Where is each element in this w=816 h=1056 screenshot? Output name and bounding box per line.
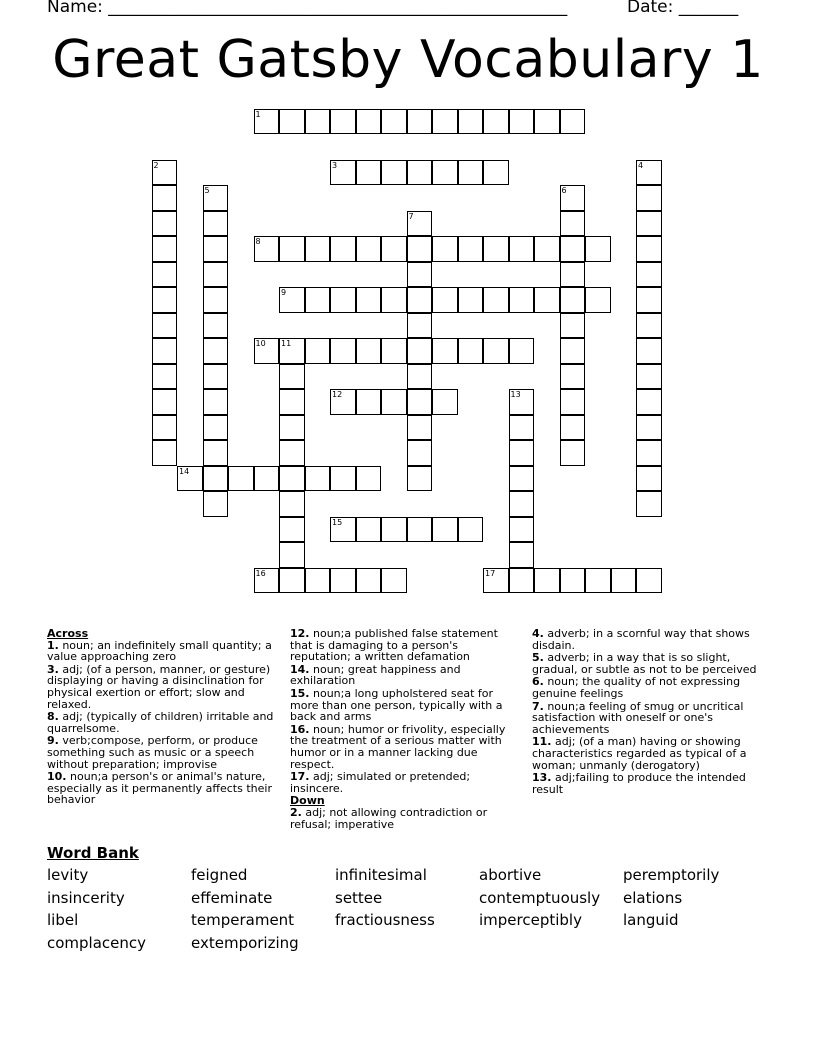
crossword-cell[interactable] bbox=[381, 389, 407, 415]
crossword-cell[interactable] bbox=[381, 517, 407, 543]
clue-item bbox=[290, 807, 518, 830]
crossword-cell[interactable] bbox=[611, 568, 637, 594]
clue-item bbox=[532, 772, 760, 795]
clue-number: 11 bbox=[281, 339, 292, 348]
crossword-cell[interactable] bbox=[279, 440, 305, 466]
crossword-cell[interactable] bbox=[330, 568, 356, 594]
crossword-cell[interactable] bbox=[483, 287, 509, 313]
clue-item bbox=[290, 771, 518, 794]
clue-item bbox=[47, 664, 275, 710]
word-bank-item: levity bbox=[47, 866, 89, 884]
clue-number: 9. bbox=[47, 734, 59, 748]
crossword-cell[interactable] bbox=[152, 415, 178, 441]
clue-number: 14 bbox=[179, 466, 190, 476]
crossword-cell[interactable] bbox=[432, 389, 458, 415]
crossword-cell[interactable] bbox=[356, 389, 382, 415]
crossword-cell[interactable] bbox=[203, 211, 229, 237]
crossword-cell[interactable] bbox=[279, 466, 305, 492]
crossword-cell[interactable] bbox=[305, 236, 331, 262]
crossword-cell[interactable] bbox=[305, 109, 331, 135]
crossword-cell[interactable] bbox=[407, 160, 433, 186]
clue-item bbox=[47, 771, 275, 806]
crossword-cell[interactable] bbox=[483, 236, 509, 262]
crossword-cell[interactable] bbox=[381, 236, 407, 262]
crossword-cell[interactable] bbox=[381, 287, 407, 313]
crossword-cell[interactable] bbox=[203, 440, 229, 466]
clue-item bbox=[47, 711, 275, 734]
clue-text: noun;a published false statement that is damaging to a person's reputation; a written defamation bbox=[290, 627, 498, 664]
clues-column-1 bbox=[47, 628, 275, 807]
clue-number: 13 bbox=[510, 390, 521, 399]
crossword-cell[interactable] bbox=[483, 338, 509, 364]
crossword-cell[interactable] bbox=[534, 236, 560, 262]
crossword-cell[interactable] bbox=[203, 185, 229, 211]
clue-text: noun;a person's or animal's nature, especially as it permanently affects their behavior bbox=[47, 770, 272, 807]
crossword-cell[interactable] bbox=[483, 109, 509, 135]
crossword-cell[interactable] bbox=[432, 160, 458, 186]
crossword-cell[interactable] bbox=[152, 440, 178, 466]
crossword-cell[interactable] bbox=[305, 466, 331, 492]
crossword-cell[interactable] bbox=[279, 517, 305, 543]
crossword-cell[interactable] bbox=[203, 313, 229, 339]
clue-item bbox=[532, 628, 760, 651]
crossword-cell[interactable] bbox=[636, 389, 662, 415]
crossword-cell[interactable] bbox=[279, 568, 305, 594]
clue-number: 15 bbox=[332, 517, 343, 527]
clue-number: 2. bbox=[290, 805, 302, 819]
crossword-cell[interactable] bbox=[381, 160, 407, 186]
crossword-cell[interactable] bbox=[560, 313, 586, 339]
clue-section-heading: Across bbox=[47, 627, 89, 640]
clue-number: 17 bbox=[485, 568, 496, 578]
clue-item bbox=[290, 688, 518, 723]
crossword-cell[interactable] bbox=[560, 287, 586, 313]
word-bank-item: fractiousness bbox=[335, 911, 435, 929]
crossword-cell[interactable] bbox=[381, 568, 407, 594]
clue-number: 6 bbox=[561, 186, 567, 195]
crossword-cell[interactable] bbox=[305, 568, 331, 594]
crossword-cell[interactable] bbox=[279, 236, 305, 262]
crossword-cell[interactable] bbox=[407, 466, 433, 492]
clue-item bbox=[532, 676, 760, 699]
clue-number: 2 bbox=[153, 160, 159, 170]
clue-text: noun; an indefinitely small quantity; a value approaching zero bbox=[47, 638, 272, 664]
crossword-cell[interactable] bbox=[509, 389, 535, 415]
crossword-cell[interactable] bbox=[254, 338, 280, 364]
clue-text: verb;compose, perform, or produce something such as music or a speech without preparation; improvise bbox=[47, 734, 258, 771]
crossword-cell[interactable] bbox=[560, 109, 586, 135]
clue-number: 5 bbox=[204, 186, 210, 195]
crossword-cell[interactable] bbox=[407, 364, 433, 390]
crossword-cell[interactable] bbox=[228, 466, 254, 492]
crossword-cell[interactable] bbox=[560, 389, 586, 415]
word-bank-heading: Word Bank bbox=[47, 844, 139, 862]
crossword-cell[interactable] bbox=[203, 491, 229, 517]
crossword-cell[interactable] bbox=[356, 160, 382, 186]
name-field-line: Name: ______________________________________________________ bbox=[47, 0, 568, 17]
clue-number: 1 bbox=[255, 109, 261, 119]
crossword-cell[interactable] bbox=[152, 389, 178, 415]
crossword-cell[interactable] bbox=[585, 236, 611, 262]
crossword-cell[interactable] bbox=[432, 517, 458, 543]
clue-number: 4 bbox=[638, 160, 644, 170]
crossword-cell[interactable] bbox=[432, 338, 458, 364]
crossword-cell[interactable] bbox=[330, 109, 356, 135]
crossword-cell[interactable] bbox=[560, 236, 586, 262]
crossword-cell[interactable] bbox=[509, 466, 535, 492]
crossword-cell[interactable] bbox=[585, 568, 611, 594]
word-bank-item: peremptorily bbox=[623, 866, 720, 884]
crossword-cell[interactable] bbox=[509, 236, 535, 262]
word-bank-item: abortive bbox=[479, 866, 542, 884]
crossword-cell[interactable] bbox=[560, 211, 586, 237]
clue-number: 14. bbox=[290, 662, 310, 676]
word-bank-item: contemptuously bbox=[479, 888, 601, 907]
clue-number: 12 bbox=[332, 390, 343, 399]
crossword-cell[interactable] bbox=[152, 364, 178, 390]
crossword-cell[interactable] bbox=[534, 109, 560, 135]
clue-text: adj;failing to produce the intended result bbox=[532, 771, 746, 796]
crossword-cell[interactable] bbox=[560, 185, 586, 211]
crossword-cell[interactable] bbox=[381, 109, 407, 135]
crossword-cell[interactable] bbox=[509, 415, 535, 441]
clue-number: 6. bbox=[532, 675, 544, 689]
clue-number: 13. bbox=[532, 771, 552, 785]
crossword-cell[interactable] bbox=[509, 440, 535, 466]
crossword-cell[interactable] bbox=[534, 287, 560, 313]
crossword-cell[interactable] bbox=[432, 236, 458, 262]
crossword-cell[interactable] bbox=[152, 160, 178, 186]
crossword-cell[interactable] bbox=[279, 389, 305, 415]
crossword-cell[interactable] bbox=[381, 338, 407, 364]
clue-number: 4. bbox=[532, 627, 544, 640]
crossword-cell[interactable] bbox=[330, 287, 356, 313]
crossword-cell[interactable] bbox=[152, 338, 178, 364]
clue-number: 3. bbox=[47, 662, 59, 676]
crossword-cell[interactable] bbox=[636, 440, 662, 466]
crossword-cell[interactable] bbox=[407, 440, 433, 466]
crossword-cell[interactable] bbox=[356, 568, 382, 594]
clue-number: 8. bbox=[47, 710, 59, 724]
clue-text: noun;a feeling of smug or uncritical satisfaction with oneself or one's achievements bbox=[532, 699, 744, 736]
crossword-cell[interactable] bbox=[203, 364, 229, 390]
clue-text: adj; (of a person, manner, or gesture) displaying or having a disinclination for physical exertion or effort; slow and relaxed. bbox=[47, 662, 271, 711]
word-bank-item: complacency bbox=[47, 933, 147, 952]
crossword-cell[interactable] bbox=[279, 542, 305, 568]
crossword-cell[interactable] bbox=[177, 466, 203, 492]
crossword-cell[interactable] bbox=[534, 568, 560, 594]
crossword-cell[interactable] bbox=[254, 236, 280, 262]
clue-number: 12. bbox=[290, 627, 310, 640]
crossword-cell[interactable] bbox=[636, 185, 662, 211]
crossword-cell[interactable] bbox=[509, 568, 535, 594]
crossword-cell[interactable] bbox=[636, 338, 662, 364]
crossword-cell[interactable] bbox=[330, 160, 356, 186]
clue-item bbox=[532, 736, 760, 771]
crossword-cell[interactable] bbox=[636, 287, 662, 313]
crossword-cell[interactable] bbox=[509, 338, 535, 364]
crossword-cell[interactable] bbox=[203, 338, 229, 364]
crossword-cell[interactable] bbox=[407, 313, 433, 339]
crossword-cell[interactable] bbox=[458, 236, 484, 262]
crossword-cell[interactable] bbox=[560, 338, 586, 364]
crossword-cell[interactable] bbox=[356, 517, 382, 543]
word-bank-item: infinitesimal bbox=[335, 866, 427, 884]
crossword-cell[interactable] bbox=[509, 491, 535, 517]
crossword-cell[interactable] bbox=[483, 568, 509, 594]
clue-number: 10. bbox=[47, 770, 67, 784]
word-bank-item: insincerity bbox=[47, 888, 125, 907]
crossword-cell[interactable] bbox=[407, 389, 433, 415]
clue-text: noun; the quality of not expressing genuine feelings bbox=[532, 675, 741, 700]
crossword-cell[interactable] bbox=[509, 517, 535, 543]
crossword-cell[interactable] bbox=[279, 287, 305, 313]
word-bank-item: libel bbox=[47, 911, 79, 929]
crossword-cell[interactable] bbox=[458, 160, 484, 186]
crossword-cell[interactable] bbox=[407, 236, 433, 262]
clue-text: noun; great happiness and exhilaration bbox=[290, 662, 461, 688]
date-field-line: Date: _______ bbox=[627, 0, 739, 17]
crossword-cell[interactable] bbox=[636, 568, 662, 594]
crossword-cell[interactable] bbox=[432, 287, 458, 313]
crossword-cell[interactable] bbox=[560, 364, 586, 390]
clue-item bbox=[290, 628, 518, 663]
crossword-cell[interactable] bbox=[356, 466, 382, 492]
crossword-cell[interactable] bbox=[560, 568, 586, 594]
clue-text: adj; (typically of children) irritable and quarrelsome. bbox=[47, 710, 274, 735]
crossword-cell[interactable] bbox=[458, 109, 484, 135]
crossword-cell[interactable] bbox=[152, 185, 178, 211]
crossword-cell[interactable] bbox=[279, 491, 305, 517]
clue-text: adverb; in a way that is so slight, gradual, or subtle as not to be perceived bbox=[532, 651, 757, 676]
page-title: Great Gatsby Vocabulary 1 bbox=[52, 30, 764, 90]
clue-number: 5. bbox=[532, 651, 544, 665]
clue-section-heading: Down bbox=[290, 794, 325, 808]
crossword-cell[interactable] bbox=[203, 236, 229, 262]
clue-item bbox=[47, 735, 275, 770]
crossword-cell[interactable] bbox=[407, 517, 433, 543]
crossword-cell[interactable] bbox=[636, 466, 662, 492]
clue-number: 16. bbox=[290, 722, 310, 736]
word-bank-item: settee bbox=[335, 888, 383, 907]
crossword-cell[interactable] bbox=[560, 440, 586, 466]
clue-number: 11. bbox=[532, 735, 552, 749]
crossword-cell[interactable] bbox=[152, 313, 178, 339]
crossword-cell[interactable] bbox=[636, 160, 662, 186]
word-bank-item: elations bbox=[623, 888, 683, 907]
crossword-cell[interactable] bbox=[330, 466, 356, 492]
crossword-cell[interactable] bbox=[560, 415, 586, 441]
clue-text: adj; simulated or pretended; insincere. bbox=[290, 770, 471, 795]
word-bank-item: extemporizing bbox=[191, 933, 299, 952]
crossword-cell[interactable] bbox=[330, 389, 356, 415]
word-bank-item: effeminate bbox=[191, 888, 273, 907]
clue-text: adj; (of a man) having or showing characteristics regarded as typical of a woman; unmanly (derogatory) bbox=[532, 735, 747, 772]
clue-item bbox=[290, 664, 518, 687]
clue-number: 7 bbox=[408, 211, 414, 221]
crossword-cell[interactable] bbox=[407, 109, 433, 135]
clues-column-3 bbox=[532, 628, 760, 796]
clues-column-2 bbox=[290, 628, 518, 831]
clue-number: 17. bbox=[290, 770, 310, 784]
clue-text: noun;a long upholstered seat for more than one person, typically with a back and arms bbox=[290, 686, 503, 724]
crossword-cell[interactable] bbox=[407, 211, 433, 237]
clue-number: 10 bbox=[255, 339, 266, 348]
crossword-cell[interactable] bbox=[254, 109, 280, 135]
crossword-cell[interactable] bbox=[509, 542, 535, 568]
crossword-cell[interactable] bbox=[305, 287, 331, 313]
word-bank-item: temperament bbox=[191, 911, 295, 929]
crossword-cell[interactable] bbox=[152, 262, 178, 288]
crossword-cell[interactable] bbox=[636, 236, 662, 262]
clue-item bbox=[47, 640, 275, 663]
crossword-cell[interactable] bbox=[483, 160, 509, 186]
clue-number: 7. bbox=[532, 699, 544, 713]
crossword-cell[interactable] bbox=[636, 211, 662, 237]
crossword-cell[interactable] bbox=[330, 236, 356, 262]
crossword-cell[interactable] bbox=[279, 415, 305, 441]
word-bank-item: languid bbox=[623, 911, 679, 929]
clue-item bbox=[532, 701, 760, 736]
crossword-cell[interactable] bbox=[279, 338, 305, 364]
clue-number: 16 bbox=[255, 568, 266, 578]
crossword-cell[interactable] bbox=[203, 389, 229, 415]
crossword-cell[interactable] bbox=[407, 338, 433, 364]
crossword-cell[interactable] bbox=[560, 262, 586, 288]
crossword-cell[interactable] bbox=[432, 109, 458, 135]
clue-text: adj; not allowing contradiction or refusal; imperative bbox=[290, 805, 488, 831]
crossword-cell[interactable] bbox=[636, 415, 662, 441]
clue-text: noun; humor or frivolity, especially the treatment of a serious matter with humor or in a manner lacking due respect. bbox=[290, 722, 506, 771]
word-bank-item: feigned bbox=[191, 866, 248, 884]
crossword-cell[interactable] bbox=[330, 517, 356, 543]
crossword-cell[interactable] bbox=[407, 287, 433, 313]
crossword-cell[interactable] bbox=[458, 287, 484, 313]
crossword-cell[interactable] bbox=[636, 364, 662, 390]
crossword-cell[interactable] bbox=[254, 568, 280, 594]
crossword-cell[interactable] bbox=[407, 262, 433, 288]
crossword-cell[interactable] bbox=[636, 262, 662, 288]
word-bank-item: imperceptibly bbox=[479, 911, 582, 929]
clue-number: 9 bbox=[281, 288, 287, 297]
clue-item bbox=[290, 724, 518, 770]
crossword-cell[interactable] bbox=[152, 287, 178, 313]
clue-text: adverb; in a scornful way that shows disdain. bbox=[532, 627, 750, 652]
crossword-cell[interactable] bbox=[458, 517, 484, 543]
crossword-cell[interactable] bbox=[356, 338, 382, 364]
crossword-cell[interactable] bbox=[356, 236, 382, 262]
crossword-cell[interactable] bbox=[458, 338, 484, 364]
crossword-cell[interactable] bbox=[203, 262, 229, 288]
crossword-cell[interactable] bbox=[509, 109, 535, 135]
crossword-cell[interactable] bbox=[152, 211, 178, 237]
crossword-cell[interactable] bbox=[305, 338, 331, 364]
clue-number: 15. bbox=[290, 686, 310, 700]
crossword-cell[interactable] bbox=[203, 466, 229, 492]
clue-number: 1. bbox=[47, 638, 59, 652]
crossword-cell[interactable] bbox=[203, 287, 229, 313]
crossword-cell[interactable] bbox=[330, 338, 356, 364]
crossword-cell[interactable] bbox=[152, 236, 178, 262]
crossword-cell[interactable] bbox=[279, 109, 305, 135]
clue-number: 8 bbox=[255, 237, 261, 246]
clue-number: 3 bbox=[332, 160, 338, 170]
crossword-cell[interactable] bbox=[636, 491, 662, 517]
crossword-cell[interactable] bbox=[254, 466, 280, 492]
crossword-cell[interactable] bbox=[407, 415, 433, 441]
clue-item bbox=[532, 652, 760, 675]
crossword-cell[interactable] bbox=[585, 287, 611, 313]
crossword-cell[interactable] bbox=[636, 313, 662, 339]
crossword-cell[interactable] bbox=[509, 287, 535, 313]
crossword-cell[interactable] bbox=[356, 109, 382, 135]
crossword-cell[interactable] bbox=[203, 415, 229, 441]
crossword-cell[interactable] bbox=[279, 364, 305, 390]
crossword-cell[interactable] bbox=[356, 287, 382, 313]
